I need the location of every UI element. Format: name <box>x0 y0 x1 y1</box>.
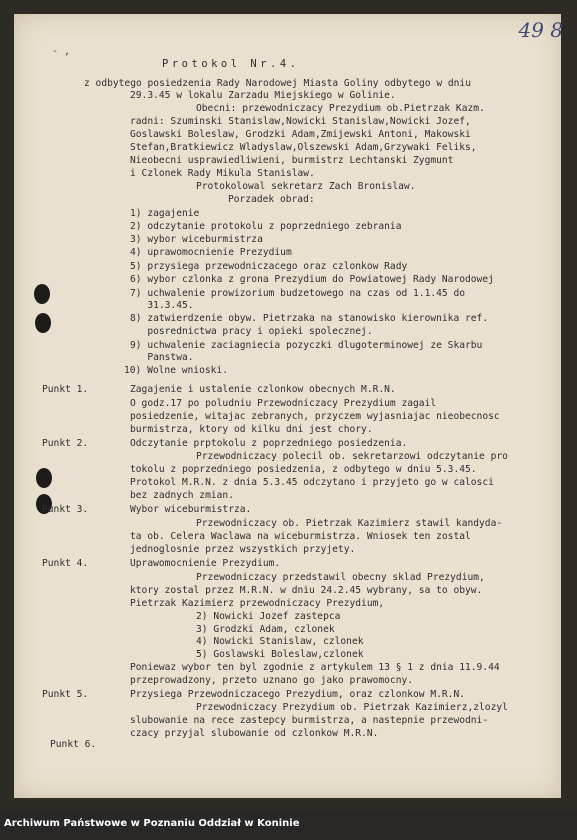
punch-hole <box>36 468 52 488</box>
text-line: czacy przyjal slubowanie od czlonkow M.R.N. <box>130 728 379 739</box>
text-line: 5) Goslawski Boleslaw,czlonek <box>196 649 364 660</box>
text-line: bez zadnych zmian. <box>130 490 234 501</box>
text-line: 3) wybor wiceburmistrza <box>130 234 263 245</box>
punkt-label: Punkt 6. <box>50 739 97 750</box>
text-line: Przewodniczacy Prezydium ob. Pietrzak Kazimierz,zlozyl <box>196 702 508 713</box>
text-line: posrednictwa pracy i opieki spolecznej. <box>130 326 373 337</box>
text-line: slubowanie na rece zastepcy burmistrza, a nastepnie przewodni- <box>130 715 489 726</box>
punkt-label: Punkt 4. <box>42 558 89 569</box>
punch-hole <box>34 284 50 304</box>
text-line: O godz.17 po poludniu Przewodniczacy Prezydium zagail <box>130 398 437 409</box>
text-line: 6) wybor czlonka z grona Prezydium do Powiatowej Rady Narodowej <box>130 274 494 285</box>
text-line: Przewodniczacy polecil ob. sekretarzowi odczytanie pro <box>196 451 508 462</box>
text-line: Wybor wiceburmistrza. <box>130 504 252 515</box>
text-line: Goslawski Boleslaw, Grodzki Adam,Zmijewski Antoni, Makowski <box>130 129 471 140</box>
text-line: Przewodniczacy ob. Pietrzak Kazimierz stawil kandyda- <box>196 518 503 529</box>
text-line: 29.3.45 w lokalu Zarzadu Miejskiego w Golinie. <box>130 90 396 101</box>
text-line: posiedzenie, witajac zebranych, przyczem wyjasniajac nieobecnosc <box>130 411 500 422</box>
text-line: Uprawomocnienie Prezydium. <box>130 558 281 569</box>
text-line: 10) Wolne wnioski. <box>124 365 228 376</box>
archive-name: Archiwum Państwowe w Poznaniu Oddział w Koninie <box>4 818 300 829</box>
punch-hole <box>35 313 51 333</box>
text-line: Zagajenie i ustalenie czlonkow obecnych M.R.N. <box>130 384 396 395</box>
text-line: Porzadek obrad: <box>228 194 315 205</box>
text-line: Przysiega Przewodniczacego Prezydium, oraz czlonkow M.R.N. <box>130 689 466 700</box>
text-line: ta ob. Celera Waclawa na wiceburmistrza. Wniosek ten zostal <box>130 531 471 542</box>
text-line: 3) Grodzki Adam, czlonek <box>196 624 335 635</box>
text-line: Stefan,Bratkiewicz Wladyslaw,Olszewski Adam,Grzywaki Feliks, <box>130 142 477 153</box>
text-line: Nieobecni usprawiedliwieni, burmistrz Lechtanski Zygmunt <box>130 155 454 166</box>
text-line: Poniewaz wybor ten byl zgodnie z artykulem 13 § 1 z dnia 11.9.44 <box>130 662 500 673</box>
text-line: Protokol M.R.N. z dnia 5.3.45 odczytano i przyjeto go w calosci <box>130 477 494 488</box>
text-line: jednoglosnie przez wszystkich przyjety. <box>130 544 356 555</box>
margin-mark: - , <box>52 46 71 57</box>
text-line: Obecni: przewodniczacy Prezydium ob.Pietrzak Kazm. <box>196 103 485 114</box>
text-line: z odbytego posiedzenia Rady Narodowej Miasta Goliny odbytego w dniu <box>84 78 471 89</box>
text-line: 2) Nowicki Jozef zastepca <box>196 611 341 622</box>
punkt-label: Punkt 1. <box>42 384 89 395</box>
text-line: 31.3.45. <box>130 300 194 311</box>
text-line: ktory zostal przez M.R.N. w dniu 24.2.45 wybrany, sa to obyw. <box>130 585 483 596</box>
page-number: 49 8 <box>518 18 563 42</box>
text-line: przeprowadzony, przeto uznano go jako prawomocny. <box>130 675 414 686</box>
document-title: Protokol Nr.4. <box>162 58 300 70</box>
text-line: radni: Szuminski Stanislaw,Nowicki Stanislaw,Nowicki Jozef, <box>130 116 471 127</box>
text-line: burmistrza, ktory od kilku dni jest chory. <box>130 424 373 435</box>
text-line: i Czlonek Rady Mikula Stanislaw. <box>130 168 315 179</box>
archive-footer <box>0 810 577 840</box>
text-line: Odczytanie prptokolu z poprzedniego posiedzenia. <box>130 438 408 449</box>
text-line: 4) Nowicki Stanislaw, czlonek <box>196 636 364 647</box>
text-line: 5) przysiega przewodniczacego oraz czlonkow Rady <box>130 261 408 272</box>
punkt-label: Punkt 2. <box>42 438 89 449</box>
text-line: Pietrzak Kazimierz przewodniczacy Prezydium, <box>130 598 385 609</box>
text-line: 9) uchwalenie zaciagniecia pozyczki dlugoterminowej ze Skarbu <box>130 340 483 351</box>
text-line: 7) uchwalenie prowizorium budzetowego na czas od 1.1.45 do <box>130 288 466 299</box>
text-line: 8) zatwierdzenie obyw. Pietrzaka na stanowisko kierownika ref. <box>130 313 489 324</box>
text-line: tokolu z poprzedniego posiedzenia, z odbytego w dniu 5.3.45. <box>130 464 477 475</box>
punkt-label: Punkt 5. <box>42 689 89 700</box>
text-line: 2) odczytanie protokolu z poprzedniego zebrania <box>130 221 402 232</box>
text-line: Panstwa. <box>130 352 194 363</box>
punkt-label: Punkt 3. <box>42 504 89 515</box>
text-line: 4) uprawomocnienie Prezydium <box>130 247 292 258</box>
text-line: Protokolowal sekretarz Zach Bronislaw. <box>196 181 416 192</box>
text-line: Przewodniczacy przedstawil obecny sklad Prezydium, <box>196 572 485 583</box>
text-line: 1) zagajenie <box>130 208 200 219</box>
